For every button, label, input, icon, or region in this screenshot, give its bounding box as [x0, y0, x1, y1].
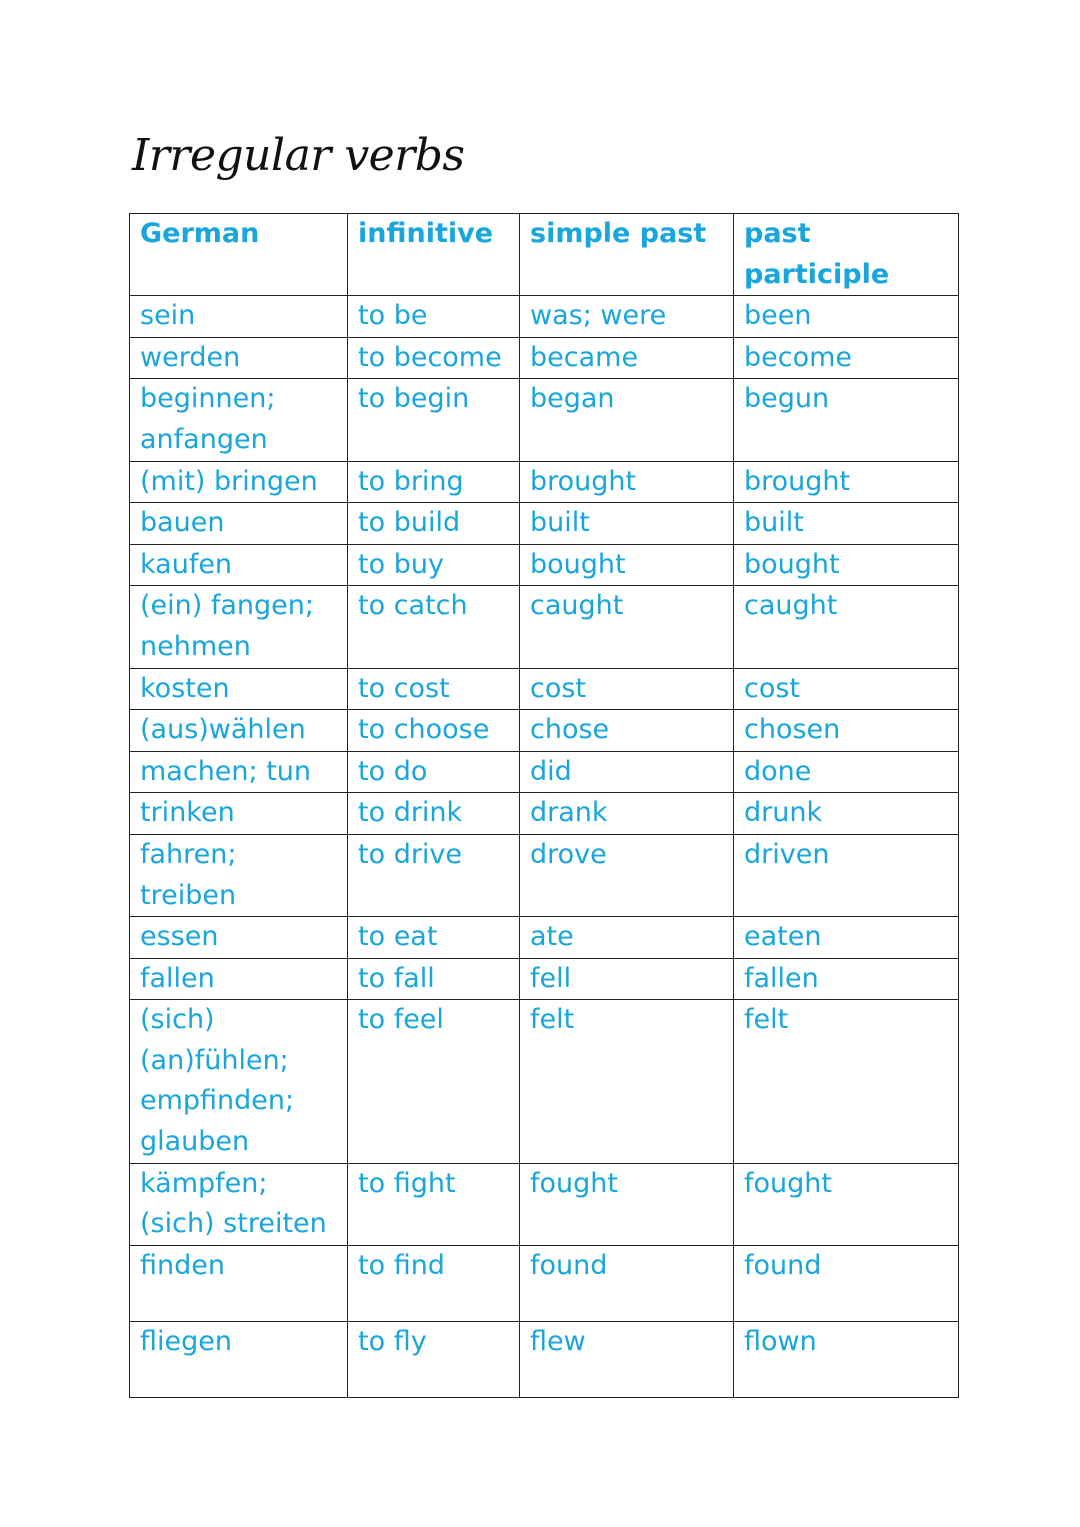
cell-infinitive: to catch	[348, 586, 520, 668]
cell-simple-past: chose	[520, 710, 734, 752]
cell-simple-past: found	[520, 1245, 734, 1321]
cell-infinitive: to bring	[348, 461, 520, 503]
header-past-participle: past participle	[734, 214, 959, 296]
table-row	[130, 834, 959, 916]
cell-infinitive: to begin	[348, 379, 520, 461]
table-row	[130, 544, 959, 586]
cell-simple-past: flew	[520, 1321, 734, 1397]
table-row	[130, 917, 959, 959]
cell-german: (ein) fangen; nehmen	[130, 586, 348, 668]
irregular-verbs-table	[129, 213, 959, 1398]
cell-past-participle: fought	[734, 1163, 959, 1245]
table-row	[130, 793, 959, 835]
cell-german: beginnen; anfangen	[130, 379, 348, 461]
cell-german: (aus)wählen	[130, 710, 348, 752]
table-row	[130, 461, 959, 503]
table-row	[130, 751, 959, 793]
cell-german: sein	[130, 296, 348, 338]
cell-german: fliegen	[130, 1321, 348, 1397]
cell-infinitive: to buy	[348, 544, 520, 586]
cell-infinitive: to feel	[348, 1000, 520, 1163]
table-row	[130, 503, 959, 545]
cell-german: kämpfen; (sich) streiten	[130, 1163, 348, 1245]
table-header-row	[130, 214, 959, 296]
cell-german: essen	[130, 917, 348, 959]
cell-past-participle: driven	[734, 834, 959, 916]
cell-past-participle: found	[734, 1245, 959, 1321]
header-german: German	[130, 214, 348, 296]
cell-german: (sich) (an)fühlen; empfinden; glauben	[130, 1000, 348, 1163]
cell-simple-past: drove	[520, 834, 734, 916]
cell-past-participle: been	[734, 296, 959, 338]
table-row	[130, 1000, 959, 1163]
cell-simple-past: brought	[520, 461, 734, 503]
cell-simple-past: ate	[520, 917, 734, 959]
cell-infinitive: to drink	[348, 793, 520, 835]
cell-past-participle: brought	[734, 461, 959, 503]
header-infinitive: infinitive	[348, 214, 520, 296]
cell-past-participle: begun	[734, 379, 959, 461]
cell-past-participle: built	[734, 503, 959, 545]
table-row	[130, 337, 959, 379]
cell-german: werden	[130, 337, 348, 379]
cell-infinitive: to become	[348, 337, 520, 379]
cell-infinitive: to fall	[348, 958, 520, 1000]
cell-infinitive: to cost	[348, 668, 520, 710]
cell-simple-past: built	[520, 503, 734, 545]
cell-german: trinken	[130, 793, 348, 835]
cell-german: finden	[130, 1245, 348, 1321]
cell-simple-past: fought	[520, 1163, 734, 1245]
cell-german: kosten	[130, 668, 348, 710]
cell-infinitive: to eat	[348, 917, 520, 959]
cell-past-participle: bought	[734, 544, 959, 586]
cell-simple-past: caught	[520, 586, 734, 668]
cell-infinitive: to fight	[348, 1163, 520, 1245]
cell-past-participle: drunk	[734, 793, 959, 835]
cell-past-participle: done	[734, 751, 959, 793]
cell-infinitive: to find	[348, 1245, 520, 1321]
cell-german: machen; tun	[130, 751, 348, 793]
cell-past-participle: flown	[734, 1321, 959, 1397]
cell-simple-past: began	[520, 379, 734, 461]
cell-simple-past: did	[520, 751, 734, 793]
table-row	[130, 710, 959, 752]
cell-past-participle: chosen	[734, 710, 959, 752]
cell-infinitive: to build	[348, 503, 520, 545]
cell-past-participle: fallen	[734, 958, 959, 1000]
cell-past-participle: become	[734, 337, 959, 379]
cell-past-participle: cost	[734, 668, 959, 710]
cell-simple-past: fell	[520, 958, 734, 1000]
cell-infinitive: to fly	[348, 1321, 520, 1397]
cell-german: kaufen	[130, 544, 348, 586]
cell-german: (mit) bringen	[130, 461, 348, 503]
table-row	[130, 958, 959, 1000]
table-row	[130, 379, 959, 461]
cell-past-participle: eaten	[734, 917, 959, 959]
cell-infinitive: to be	[348, 296, 520, 338]
table-row	[130, 1321, 959, 1397]
cell-german: fahren; treiben	[130, 834, 348, 916]
table-row	[130, 296, 959, 338]
table-row	[130, 1163, 959, 1245]
cell-german: bauen	[130, 503, 348, 545]
cell-infinitive: to drive	[348, 834, 520, 916]
cell-simple-past: cost	[520, 668, 734, 710]
cell-german: fallen	[130, 958, 348, 1000]
cell-simple-past: bought	[520, 544, 734, 586]
cell-simple-past: felt	[520, 1000, 734, 1163]
cell-past-participle: caught	[734, 586, 959, 668]
cell-simple-past: became	[520, 337, 734, 379]
table-row	[130, 586, 959, 668]
table-row	[130, 668, 959, 710]
cell-infinitive: to do	[348, 751, 520, 793]
cell-past-participle: felt	[734, 1000, 959, 1163]
cell-simple-past: drank	[520, 793, 734, 835]
page-title: Irregular verbs	[132, 130, 465, 181]
cell-simple-past: was; were	[520, 296, 734, 338]
table-row	[130, 1245, 959, 1321]
cell-infinitive: to choose	[348, 710, 520, 752]
header-simple-past: simple past	[520, 214, 734, 296]
